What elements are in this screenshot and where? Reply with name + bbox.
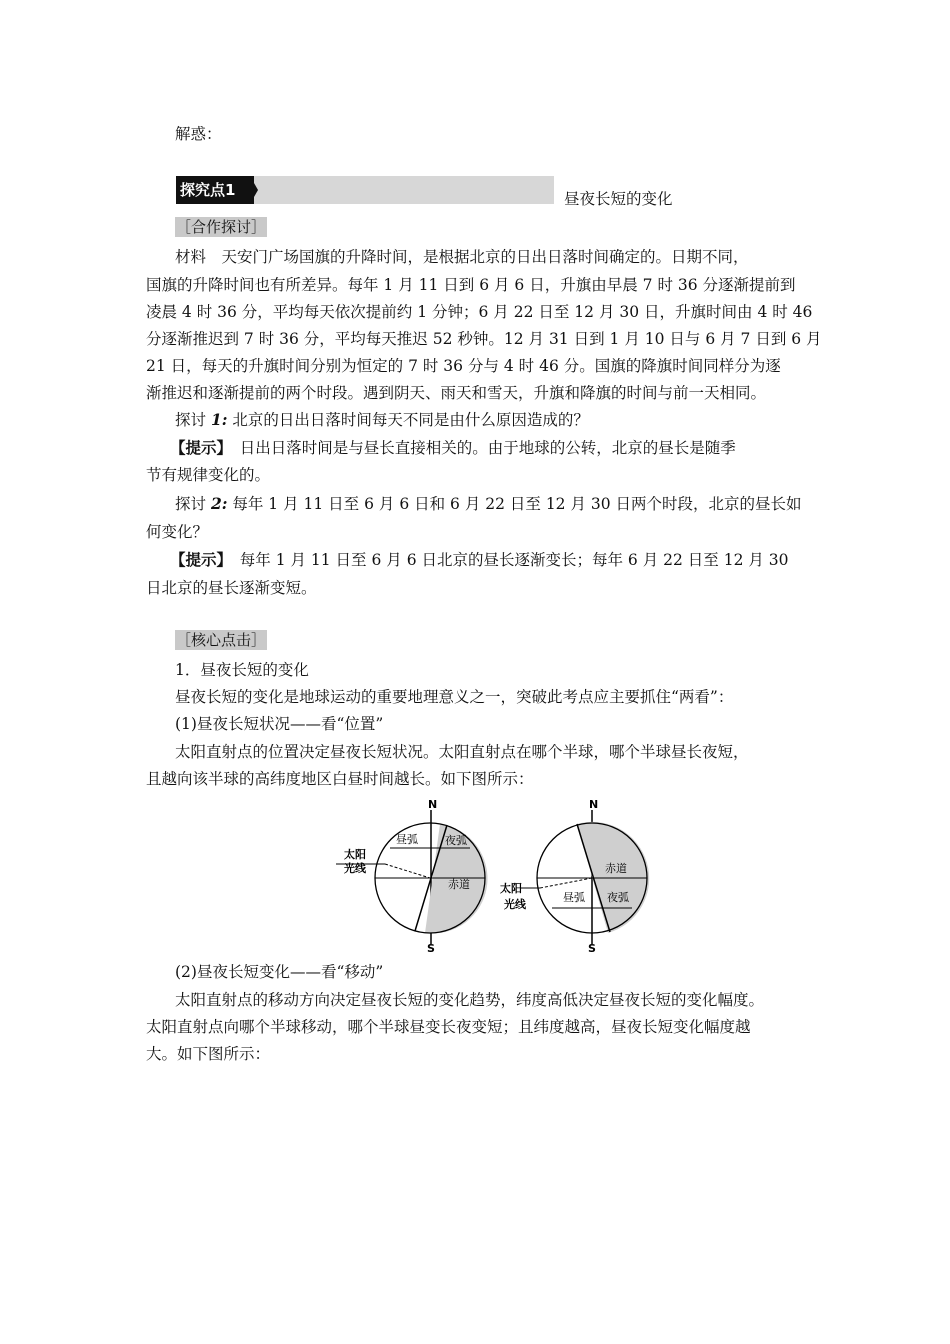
core-paragraph-1: 昼夜长短的变化是地球运动的重要地理意义之一，突破此考点应主要抓住“两看”： [175,688,734,706]
left-day-arc-label: 昼弧 [396,833,418,846]
a2-text-1: 每年 1 月 11 日至 6 月 6 日北京的昼长逐渐变长；每年 6 月 22 日至 12 月 30 [224,551,789,569]
core-label: ［核心点击］ [176,631,267,649]
core-subheading-1: (1)昼夜长短状况——看“位置” [175,715,384,733]
material-line-3: 凌晨 4 时 36 分，平均每天依次提前约 1 分钟；6 月 22 日至 12 月 30 日，升旗时间由 4 时 46 [146,303,813,321]
core-paragraph-3-line-2: 太阳直射点向哪个半球移动，哪个半球昼变长夜变短；且纬度越高，昼夜长短变化幅度越 [146,1018,751,1036]
right-north-label: N [589,798,599,811]
question-2-line-2: 何变化？ [146,523,209,541]
core-paragraph-3-line-1: 太阳直射点的移动方向决定昼夜长短的变化趋势，纬度高低决定昼夜长短的变化幅度。 [175,991,765,1009]
a1-text-1: 日出日落时间是与昼长直接相关的。由于地球的公转，北京的昼长是随季 [224,439,736,457]
core-heading-1: 1．昼夜长短的变化 [175,661,309,679]
right-sun-label-2: 光线 [504,898,526,911]
answer-1-line-2: 节有规律变化的。 [146,466,271,484]
core-paragraph-2-line-2: 且越向该半球的高纬度地区白昼时间越长。如下图所示： [146,770,534,788]
question-2-line-1 [175,494,802,514]
core-subheading-2: (2)昼夜长短变化——看“移动” [175,963,384,981]
right-day-arc-label: 昼弧 [563,891,585,904]
hint-label-1: 【提示】 [170,438,225,457]
day-night-diagram [330,796,660,956]
section-tag: 探究点1 [176,176,254,204]
section-title: 昼夜长短的变化 [564,190,673,208]
right-night-arc-label: 夜弧 [607,891,629,904]
q2-prefix: 探讨 [175,495,211,513]
left-sun-ray-dashed [385,864,430,878]
material-line-1: 材料 天安门广场国旗的升降时间，是根据北京的日出日落时间确定的。日期不同， [175,248,749,266]
right-sun-ray-dashed [540,878,592,888]
material-line-6: 渐推迟和逐渐提前的两个时段。遇到阴天、雨天和雪天，升旗和降旗的时间与前一天相同。 [146,384,767,402]
left-sun-label-1: 太阳 [344,848,366,861]
question-1 [175,410,589,430]
core-paragraph-3-line-3: 大。如下图所示： [146,1045,271,1063]
right-sun-label-1: 太阳 [500,882,522,895]
core-paragraph-2-line-1: 太阳直射点的位置决定昼夜长短状况。太阳直射点在哪个半球，哪个半球昼长夜短， [175,743,749,761]
q1-prefix: 探讨 [175,411,211,429]
q2-text: 每年 1 月 11 日至 6 月 6 日和 6 月 22 日至 12 月 30 日两个时段，北京的昼长如 [227,495,802,513]
answer-2-line-1 [170,550,789,570]
material-line-4: 分逐渐推迟到 7 时 36 分，平均每天推迟 52 秒钟。12 月 31 日到 1 月 10 日与 6 月 7 日到 6 月 [146,330,822,348]
material-line-5: 21 日，每天的升旗时间分别为恒定的 7 时 36 分与 4 时 46 分。国旗的降旗时间同样分为逐 [146,357,781,375]
material-line-2: 国旗的升降时间也有所差异。每年 1 月 11 日到 6 月 6 日，升旗由早晨 7 时 36 分逐渐提前到 [146,276,796,294]
left-north-label: N [428,798,438,811]
right-south-label: S [588,942,596,955]
hint-label-2: 【提示】 [170,550,225,569]
left-sun-label-2: 光线 [344,862,366,875]
q1-number: 1: [210,410,228,429]
right-night-area [577,822,649,933]
q1-text: 北京的日出日落时间每天不同是由什么原因造成的？ [227,411,589,429]
left-south-label: S [427,942,435,955]
section-banner [176,176,554,204]
q2-number: 2: [210,494,228,513]
left-night-arc-label: 夜弧 [445,834,467,847]
answer-1-line-1 [170,438,736,458]
left-globe [336,798,488,955]
right-equator-label: 赤道 [605,862,627,875]
coop-label: ［合作探讨］ [176,218,267,236]
right-globe [500,798,649,955]
section-tag-notch [250,176,258,204]
answer-2-line-2: 日北京的昼长逐渐变短。 [146,579,317,597]
jiehuo-label: 解惑： [175,125,222,143]
left-equator-label: 赤道 [448,878,470,891]
